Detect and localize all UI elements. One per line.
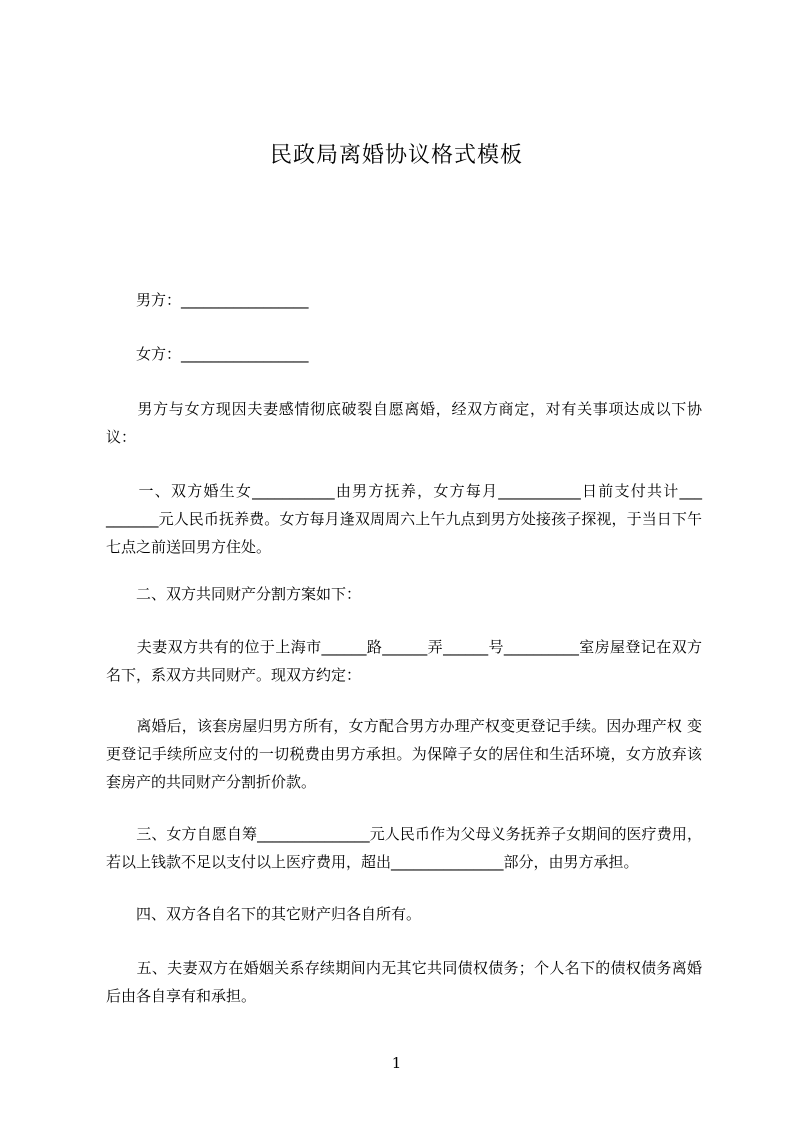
paragraph-male-party: 男方：_________________ — [106, 291, 309, 309]
paragraph-female-party: 女方：_________________ — [106, 345, 309, 363]
paragraph-clause-3-medical-expenses: 三、女方自愿自筹_______________元人民币作为父母义务抚养子女期间的医疗费用，若以上钱款不足以支付以上医疗费用，超出_______________部分，由男方承担。 — [106, 825, 702, 871]
document-title: 民政局离婚协议格式模板 — [269, 143, 523, 168]
paragraph-property-location: 夫妻双方共有的位于上海市______路______弄______号__________室房屋登记在双方名下，系双方共同财产。现双方约定： — [106, 638, 702, 684]
paragraph-clause-2-property-division: 二、双方共同财产分割方案如下： — [106, 585, 362, 603]
page-number: 1 — [391, 1054, 402, 1072]
paragraph-clause-4-separate-property: 四、双方各自名下的其它财产归各自所有。 — [106, 905, 422, 923]
paragraph-clause-5-debts: 五、夫妻双方在婚姻关系存续期间内无其它共同债权债务；个人名下的债权债务离婚后由各自享有和承担。 — [106, 959, 702, 1005]
paragraph-property-ownership: 离婚后，该套房屋归男方所有，女方配合男方办理产权变更登记手续。因办理产权 变更登记手续所应支付的一切税费由男方承担。为保障子女的居住和生活环境，女方放弃该套房产的共同财产分割折价款。 — [106, 717, 702, 791]
paragraph-preamble: 男方与女方现因夫妻感情彻底破裂自愿离婚，经双方商定，对有关事项达成以下协议： — [106, 400, 702, 446]
paragraph-clause-1-child-custody: 一、双方婚生女___________由男方抚养，女方每月___________日前支付共计___ _______元人民币抚养费。女方每月逢双周周六上午九点到男方处接孩子探视，于当日下午七点之前送回男方住处。 — [106, 482, 702, 556]
